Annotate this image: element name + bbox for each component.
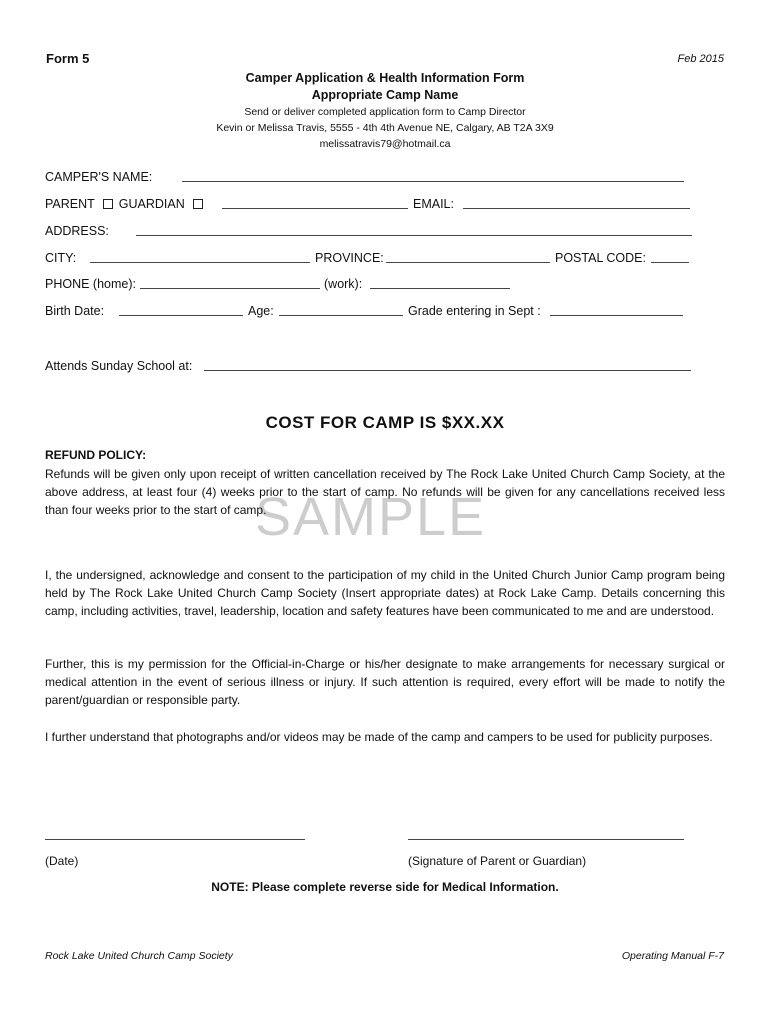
address-field[interactable]: [136, 226, 692, 236]
age-label: Age:: [248, 304, 274, 318]
photo-consent-text: I further understand that photographs and/or videos may be made of the camp and campers to be used for publicity purposes.: [45, 730, 713, 744]
birth-date-label: Birth Date:: [45, 304, 105, 318]
grade-field[interactable]: [550, 306, 683, 316]
refund-policy-text: Refunds will be given only upon receipt of written cancellation received by The Rock Lake United Church Camp Society, at the above address, at least four (4) weeks prior to the start of camp. No refunds will be given for any cancellations received less than four weeks prior to the start of camp.: [45, 467, 725, 517]
birth-date-field[interactable]: [119, 306, 243, 316]
director-address: Kevin or Melissa Travis, 5555 - 4th 4th Avenue NE, Calgary, AB T2A 3X9: [216, 122, 554, 134]
campers-name-field[interactable]: [182, 172, 684, 182]
postal-code-field[interactable]: [651, 253, 689, 263]
camp-name: Appropriate Camp Name: [311, 88, 459, 102]
guardian-label: GUARDIAN: [118, 197, 185, 211]
parent-signature-field[interactable]: [408, 830, 684, 840]
sample-watermark: SAMPLE: [255, 487, 487, 547]
date-signature-field[interactable]: [45, 830, 305, 840]
province-field[interactable]: [386, 253, 550, 263]
footer-right: Operating Manual F-7: [621, 950, 724, 962]
campers-name-label: CAMPER'S NAME:: [45, 170, 153, 184]
sunday-school-label: Attends Sunday School at:: [45, 359, 193, 373]
phone-home-label: PHONE (home):: [45, 277, 136, 291]
province-label: PROVINCE:: [315, 251, 384, 265]
city-label: CITY:: [45, 251, 77, 265]
camp-cost: COST FOR CAMP IS $XX.XX: [265, 413, 505, 432]
form-date: Feb 2015: [677, 53, 724, 65]
send-instructions: Send or deliver completed application form to Camp Director: [244, 106, 526, 118]
parent-label: PARENT: [45, 197, 95, 211]
grade-label: Grade entering in Sept :: [408, 304, 541, 318]
date-label: (Date): [45, 854, 79, 868]
parent-name-field[interactable]: [222, 199, 408, 209]
phone-work-label: (work):: [324, 277, 363, 291]
city-field[interactable]: [90, 253, 310, 263]
email-field[interactable]: [463, 199, 690, 209]
phone-home-field[interactable]: [140, 279, 320, 289]
consent-text: I, the undersigned, acknowledge and consent to the participation of my child in the United Church Junior Camp program being held by The Rock Lake United Church Camp Society (Insert appropriate dates) at Rock Lake Camp. Details concerning this camp, including activities, travel, leadership, location and safety features have been communicated to me and are understood.: [45, 568, 725, 618]
email-label: EMAIL:: [413, 197, 454, 211]
parent-guardian-row: [45, 197, 209, 211]
sunday-school-field[interactable]: [204, 361, 691, 371]
guardian-checkbox[interactable]: [193, 199, 203, 209]
permission-text: Further, this is my permission for the Official-in-Charge or his/her designate to make arrangements for necessary surgical or medical attention in the event of serious illness or injury. If such attention is required, every effort will be made to notify the parent/guardian or responsible party.: [45, 657, 725, 707]
address-label: ADDRESS:: [45, 224, 109, 238]
footer-left: Rock Lake United Church Camp Society: [45, 950, 233, 962]
form-number: Form 5: [46, 51, 90, 66]
phone-work-field[interactable]: [370, 279, 510, 289]
director-email: melissatravis79@hotmail.ca: [319, 138, 451, 150]
reverse-side-note: NOTE: Please complete reverse side for Medical Information.: [211, 880, 559, 894]
form-title: Camper Application & Health Information Form: [245, 71, 525, 85]
parent-checkbox[interactable]: [103, 199, 113, 209]
postal-code-label: POSTAL CODE:: [555, 251, 646, 265]
age-field[interactable]: [279, 306, 403, 316]
refund-heading: REFUND POLICY:: [45, 448, 147, 462]
signature-label: (Signature of Parent or Guardian): [408, 854, 587, 868]
